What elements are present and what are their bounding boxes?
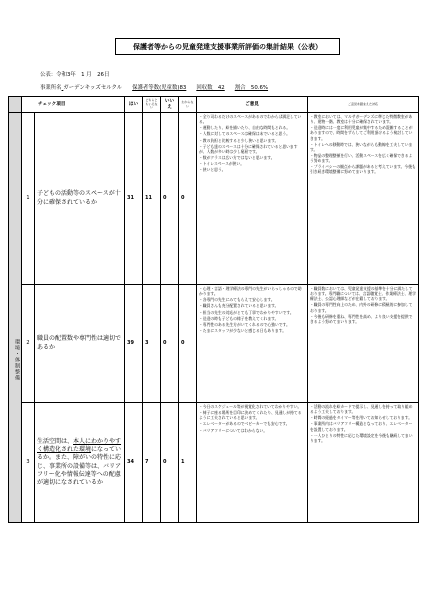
opinion-line: ・心理・言語・理学療法の専門の先生がいらっしゃるので助かります。 — [199, 286, 302, 297]
opinion-cell — [197, 113, 308, 285]
response-line: ・プライバシーの観点から課題があると考えています。今後も引き続き環境整備に努めてまいります。 — [310, 164, 416, 175]
opinion-line: ・各専門の先生にみてもらえて安心します。 — [199, 297, 275, 303]
response-line: ・事業所内はバリアフリー構造となっており、エレベーターを設置しております。 — [310, 421, 413, 432]
facility-label: 事業所名 — [40, 85, 62, 91]
row-number: 3 — [22, 403, 35, 523]
checklist-item: 子どもの活動等のスペースが十分に確保されているか — [35, 113, 125, 285]
header-no: いいえ — [161, 97, 179, 113]
checklist-item-underlined: 本人にわかりやすく構造化された環境 — [37, 438, 122, 454]
response-line: ・時間の経過をタイマー等を用いてお知らせしております。 — [310, 415, 413, 421]
table-row — [9, 113, 419, 285]
response-line: ・職員の専門性向上のため、内外の研修に積極的に参加しております。 — [310, 302, 413, 313]
guardian-count: 保護者等数(児童数)83 — [132, 85, 187, 91]
checklist-item-post: になっているか。また、障がいの特性に応じ、事業所の設備等は、バリアフリー化や情報伝達等への配慮が適切になされているか — [37, 446, 122, 486]
opinion-line: ・椅子に座る場所を目印に決めてくれたり、見通しが持てるように工夫されていると思います。 — [199, 410, 302, 421]
opinion-line: ・バリアフリーについてはわからない。 — [199, 427, 268, 433]
row-number: 1 — [22, 113, 35, 285]
opinion-line: ・専門性のある先生方がいてくれるので心強いです。 — [199, 321, 290, 327]
checklist-item-pre: 生活空間は、 — [37, 438, 74, 446]
count-unknown: 1 — [179, 403, 197, 523]
response-line: ・活動の流れを絵カードで提示し、見通しを持って取り組めるよう工夫しております。 — [310, 404, 413, 415]
opinion-line: ・たまにスタッフが少ないと感じる日もあります。 — [199, 327, 287, 333]
response-rate: 割合 50.6% — [234, 85, 269, 91]
count-mostly: 3 — [143, 285, 161, 403]
response-line: ・トイレへの移動時では、狭いながらも動線を工夫しています。 — [310, 141, 413, 152]
count-yes: 34 — [125, 403, 143, 523]
opinion-line: ・数がクラスは広い方ではないと思います。 — [199, 154, 275, 160]
count-yes: 39 — [125, 285, 143, 403]
opinion-line: ・狭いと思う。 — [199, 167, 226, 173]
count-unknown: 0 — [179, 285, 197, 403]
checklist-item — [35, 403, 125, 523]
response-line: ・教室においては、マルサガーデンズに準じた特徴教室があり、建物一階、教室は十分に確保されています。 — [310, 114, 413, 125]
count-no: 0 — [161, 403, 179, 523]
response-line: ・職員数においては、児童発達支援の基準を十分に満たしております。専門職については、言語聴覚士、作業療法士、理学療法士、公認心理師などが在籍しております。 — [310, 286, 416, 302]
publication-date: 公表：令和3年 1 月 26日 — [40, 72, 110, 78]
opinion-line: ・全り司わるだけのスペースがあるのでわからば満足している。 — [199, 114, 302, 125]
header-mostly: どちらともいえない — [143, 97, 161, 113]
opinion-line: ・担当の先生の対応がとても丁寧でわかりやすいです。 — [199, 309, 294, 315]
response-line: ・送迎時には一度に利用児童が集中するため混雑することがありますので、時間をずらしてご利用頂けるよう検討していきます。 — [310, 125, 413, 141]
header-response: ご意見を踏まえた対応 — [308, 97, 419, 113]
count-mostly: 11 — [143, 113, 161, 285]
evaluation-table — [8, 96, 419, 523]
checklist-item: 職員の配置数や専門性は適切であるか — [35, 285, 125, 403]
report-title: 保護者等からの児童発達支援事業所評価の集計結果（公表） — [115, 38, 340, 55]
header-opinion: ご意見 — [197, 97, 308, 113]
header-yes: はい — [125, 97, 143, 113]
category-label: 環境・体制整備 — [14, 339, 20, 381]
table-row — [9, 403, 419, 523]
opinion-line: ・トイレスペースが狭い。 — [199, 161, 245, 166]
opinion-cell — [197, 285, 308, 403]
response-line: ・一人ひとりの特性に応じた環境設定を今後も継続してまいります。 — [310, 432, 413, 443]
count-mostly: 7 — [143, 403, 161, 523]
response-line: ・物品の整理整頓を行い、活動スペースを広く確保できるよう努めます。 — [310, 152, 413, 163]
response-cell — [308, 285, 419, 403]
opinion-line: ・エレベーターがあるのでベビーカーでも安心です。 — [199, 421, 290, 427]
count-no: 0 — [161, 285, 179, 403]
row-number: 2 — [22, 285, 35, 403]
facility-name: ガーデンキッズセルクル — [63, 85, 123, 91]
response-cell — [308, 113, 419, 285]
header-checklist: チェック項目 — [22, 97, 125, 113]
opinion-line: ・子ども達のスペースは十分に確保されていると思いますが、人数が多い時は少し窮屈です。 — [199, 143, 298, 154]
table-header-row — [9, 97, 419, 113]
count-yes: 31 — [125, 113, 143, 285]
response-line: ・今後も研修を重ね、専門性を高め、より良い支援を提供できるよう努めてまいります。 — [310, 313, 413, 324]
opinion-line: ・人数に対してのスペースは確保は未でいると思う。 — [199, 131, 290, 137]
count-no: 0 — [161, 113, 179, 285]
table-row — [9, 285, 419, 403]
opinion-line: ・送迎の時も子どもの様子を教えてくれます。 — [199, 315, 279, 321]
opinion-cell — [197, 403, 308, 523]
header-blank — [9, 97, 22, 113]
facility-name-line — [40, 83, 122, 91]
response-count: 回収数 42 — [196, 85, 225, 91]
count-unknown: 0 — [179, 113, 197, 285]
opinion-line: ・今日のスケジュール等が視覚化されていてわかりやすい。 — [199, 404, 302, 409]
opinion-line: ・職員さんも充分配置されていると思います。 — [199, 303, 279, 309]
opinion-line: ・運動したり、絵を描いたり、自由な時間もとれる。 — [199, 125, 291, 131]
response-cell — [308, 403, 419, 523]
header-unknown: わからない — [179, 97, 197, 113]
facility-info — [40, 83, 400, 91]
opinion-line: ・教の負担と比較すると少し狭いと思います。 — [199, 137, 279, 143]
